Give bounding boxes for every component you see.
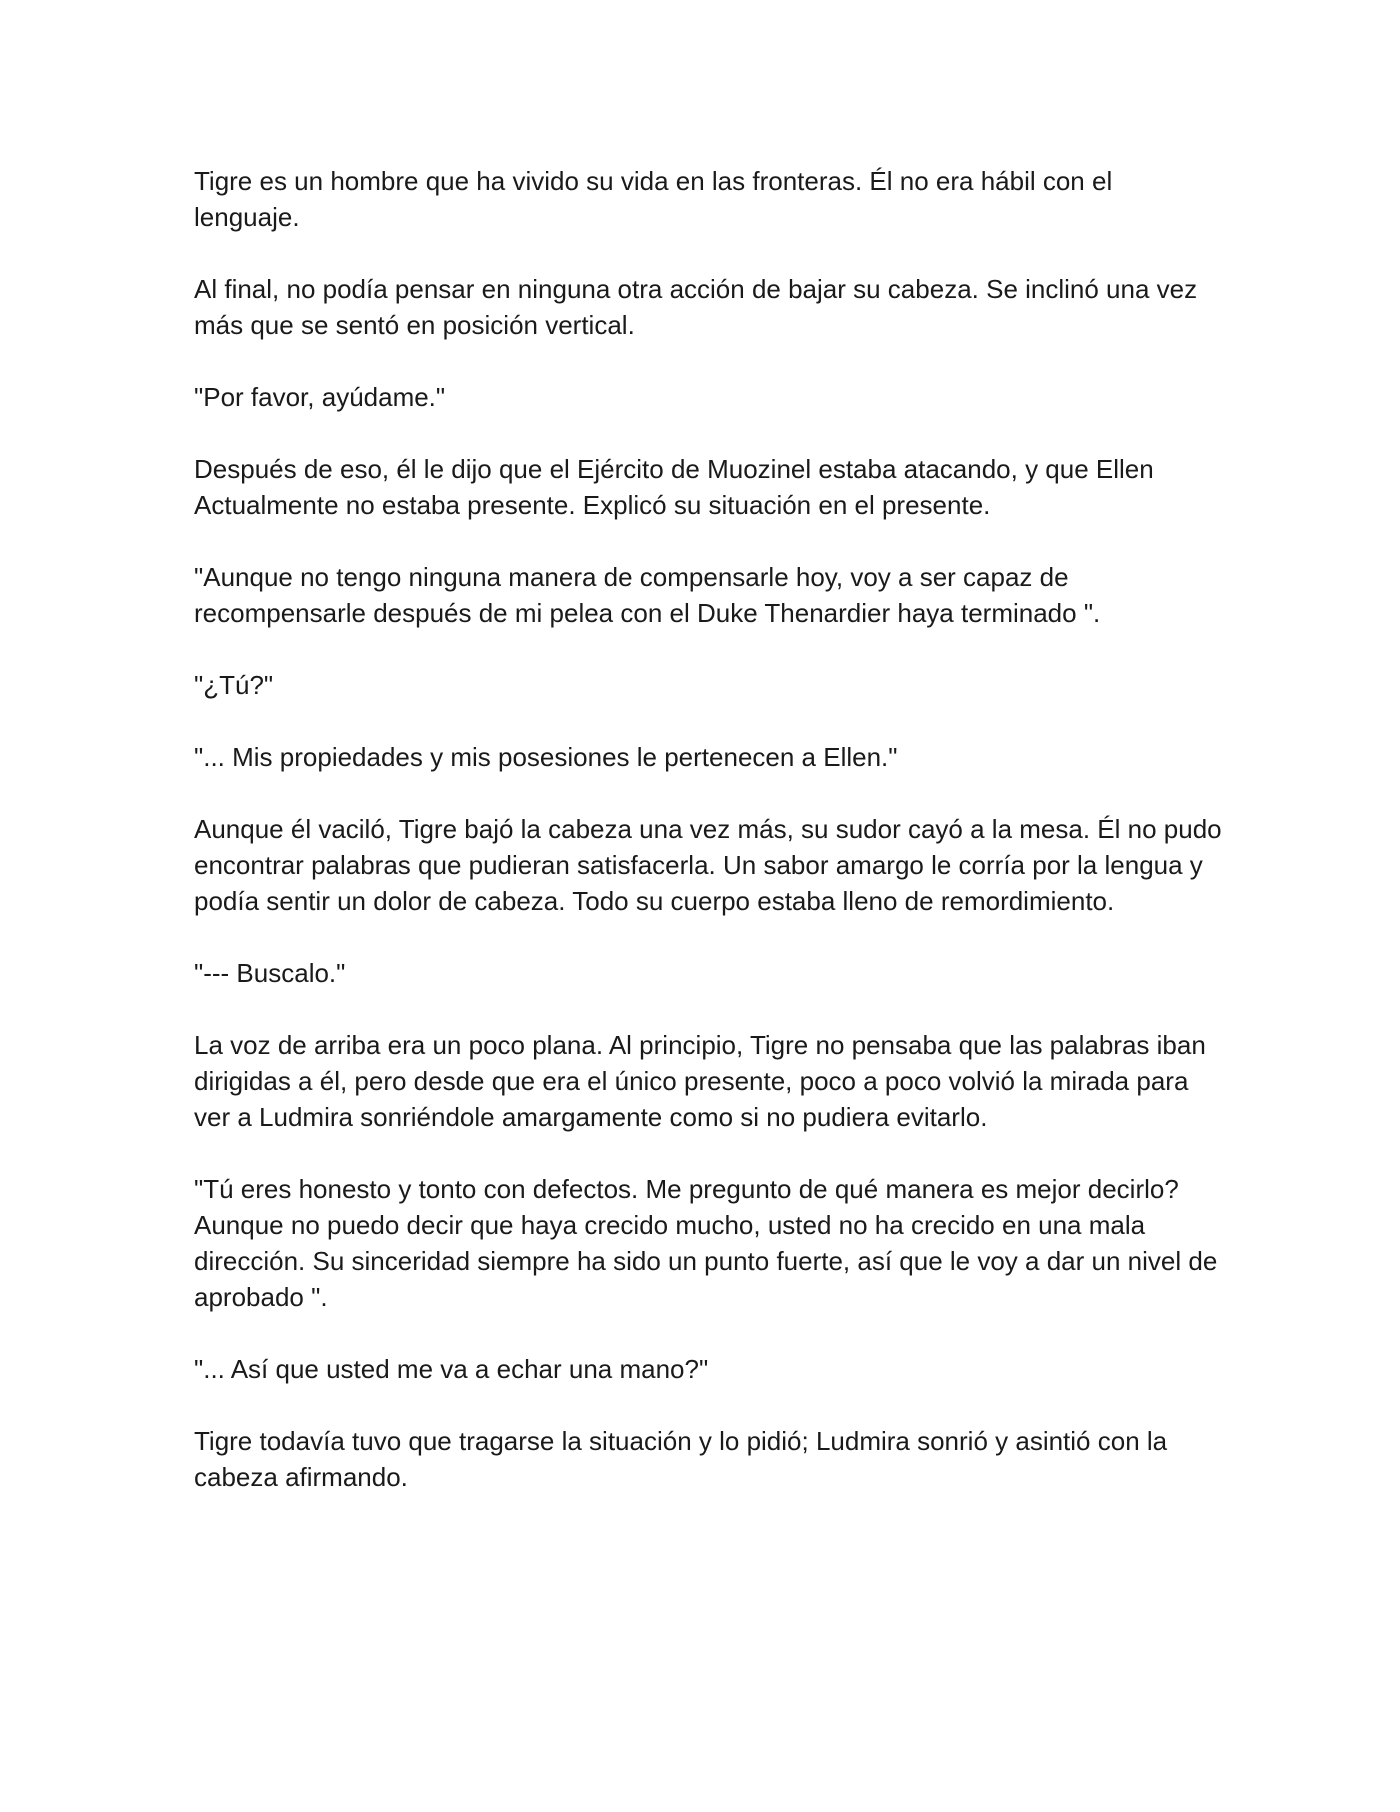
paragraph: Tigre todavía tuvo que tragarse la situación y lo pidió; Ludmira sonrió y asintió con la cabeza afirmando. <box>194 1426 1168 1492</box>
paragraph: La voz de arriba era un poco plana. Al principio, Tigre no pensaba que las palabras iban dirigidas a él, pero desde que era el único presente, poco a poco volvió la mirada para ver a Ludmira sonriéndole amargamente como si no pudiera evitarlo. <box>194 1030 1206 1132</box>
document-body <box>194 163 1224 1531</box>
paragraph: Tigre es un hombre que ha vivido su vida en las fronteras. Él no era hábil con el lenguaje. <box>194 166 1113 232</box>
paragraph: "... Así que usted me va a echar una mano?" <box>194 1354 709 1384</box>
paragraph: "Aunque no tengo ninguna manera de compensarle hoy, voy a ser capaz de recompensarle después de mi pelea con el Duke Thenardier haya terminado ". <box>194 562 1101 628</box>
paragraph: "Por favor, ayúdame." <box>194 382 446 412</box>
paragraph: "¿Tú?" <box>194 670 274 700</box>
paragraph: "--- Buscalo." <box>194 958 346 988</box>
paragraph: "... Mis propiedades y mis posesiones le pertenecen a Ellen." <box>194 742 898 772</box>
paragraph: "Tú eres honesto y tonto con defectos. Me pregunto de qué manera es mejor decirlo? Aunque no puedo decir que haya crecido mucho, usted no ha crecido en una mala dirección. Su sinceridad siempre ha sido un punto fuerte, así que le voy a dar un nivel de aprobado ". <box>194 1174 1218 1312</box>
paragraph: Después de eso, él le dijo que el Ejército de Muozinel estaba atacando, y que Ellen Actualmente no estaba presente. Explicó su situación en el presente. <box>194 454 1154 520</box>
paragraph: Al final, no podía pensar en ninguna otra acción de bajar su cabeza. Se inclinó una vez más que se sentó en posición vertical. <box>194 274 1198 340</box>
paragraph: Aunque él vaciló, Tigre bajó la cabeza una vez más, su sudor cayó a la mesa. Él no pudo encontrar palabras que pudieran satisfacerla. Un sabor amargo le corría por la lengua y podía sentir un dolor de cabeza. Todo su cuerpo estaba lleno de remordimiento. <box>194 814 1222 916</box>
